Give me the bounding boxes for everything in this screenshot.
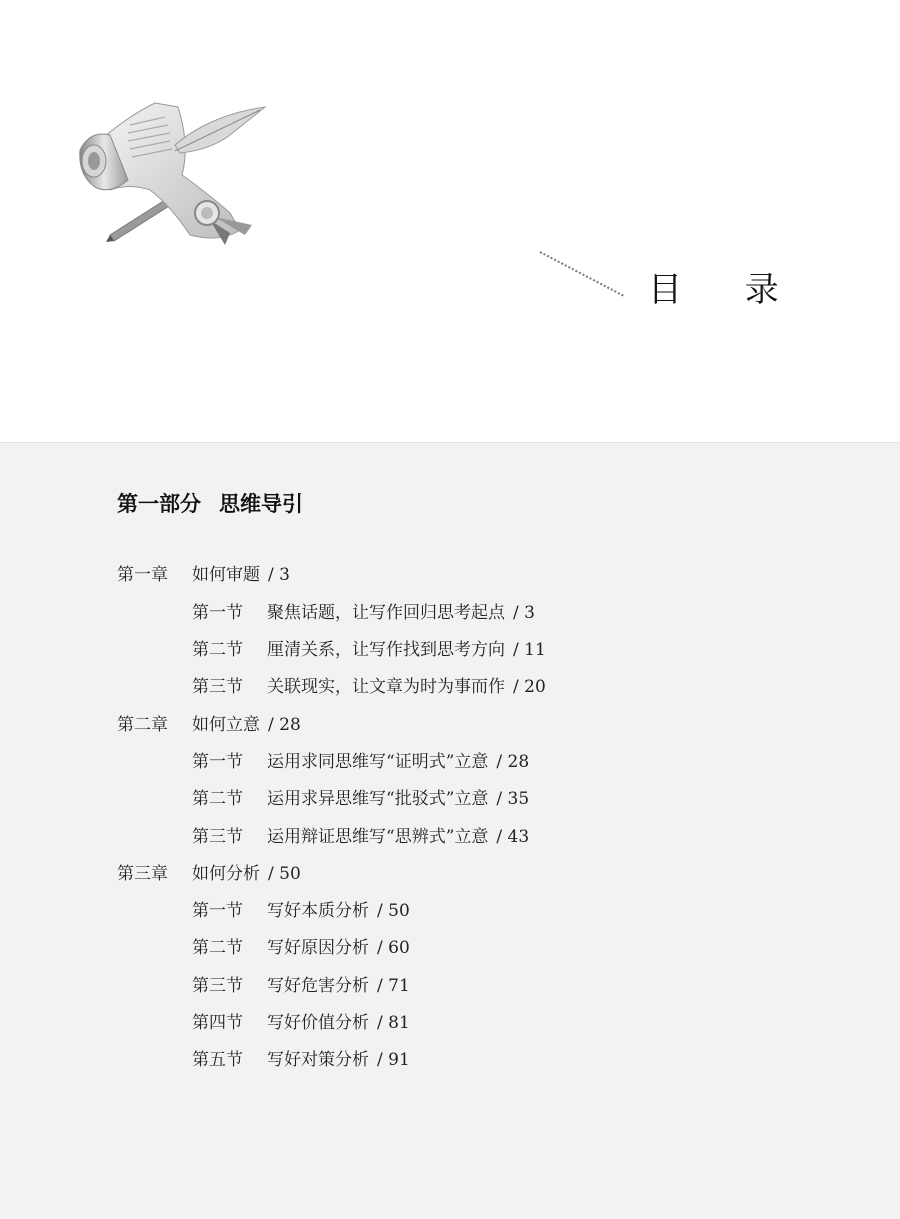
- chapter-title: 如何审题: [192, 565, 260, 585]
- section-label: 第五节: [192, 1050, 243, 1070]
- chapter-label: 第一章: [117, 565, 168, 585]
- section-title: 写好价值分析: [267, 1013, 369, 1033]
- toc-section-row: [192, 751, 529, 773]
- toc-section-row: [192, 900, 410, 922]
- chapter-title: 如何分析: [192, 864, 260, 884]
- section-title: 写好对策分析: [267, 1050, 369, 1070]
- page-number: / 28: [268, 715, 301, 735]
- section-label: 第三节: [192, 976, 243, 996]
- page-number: / 11: [513, 640, 546, 660]
- section-label: 第二节: [192, 640, 243, 660]
- section-title: 写好危害分析: [267, 976, 369, 996]
- toc-chapter-row: [117, 863, 301, 885]
- toc-chapter-row: [117, 714, 301, 736]
- page-number: / 50: [268, 864, 301, 884]
- toc-section-row: [192, 826, 529, 848]
- section-label: 第三节: [192, 827, 243, 847]
- toc-section-row: [192, 937, 410, 959]
- chapter-label: 第二章: [117, 715, 168, 735]
- part-name: 思维导引: [219, 491, 303, 516]
- chapter-title: 如何立意: [192, 715, 260, 735]
- section-label: 第一节: [192, 603, 243, 623]
- page-number: / 43: [496, 827, 530, 847]
- section-label: 第二节: [192, 938, 243, 958]
- dotted-line-icon: [538, 250, 628, 300]
- section-title: 厘清关系，让写作找到思考方向: [267, 640, 505, 660]
- section-title: 关联现实，让文章为时为事而作: [267, 677, 505, 697]
- page-number: / 28: [496, 752, 530, 772]
- section-title: 聚焦话题，让写作回归思考起点: [267, 603, 505, 623]
- section-label: 第一节: [192, 752, 243, 772]
- part-heading: [117, 488, 303, 518]
- scroll-quill-seal-icon: [70, 95, 275, 255]
- section-title: 运用求异思维写“批驳式”立意: [267, 789, 489, 809]
- section-label: 第四节: [192, 1013, 243, 1033]
- toc-chapter-row: [117, 564, 290, 586]
- section-title: 写好本质分析: [267, 901, 369, 921]
- page-number: / 91: [377, 1050, 410, 1070]
- page-number: / 50: [377, 901, 410, 921]
- chapter-label: 第三章: [117, 864, 168, 884]
- section-title: 运用辩证思维写“思辨式”立意: [267, 827, 489, 847]
- toc-section-row: [192, 1012, 410, 1034]
- toc-section-row: [192, 975, 410, 997]
- section-title: 写好原因分析: [267, 938, 369, 958]
- toc-section-row: [192, 1049, 410, 1071]
- page-number: / 3: [513, 603, 535, 623]
- page-number: / 35: [496, 789, 530, 809]
- section-label: 第一节: [192, 901, 243, 921]
- page-number: / 60: [377, 938, 410, 958]
- section-label: 第三节: [192, 677, 243, 697]
- toc-section-row: [192, 639, 546, 661]
- page-title: 目 录: [648, 270, 805, 310]
- page-number: / 20: [513, 677, 546, 697]
- toc-section-row: [192, 676, 546, 698]
- header-area: [0, 0, 900, 442]
- page-number: / 3: [268, 565, 290, 585]
- page-number: / 81: [377, 1013, 410, 1033]
- section-label: 第二节: [192, 789, 243, 809]
- toc-section-row: [192, 788, 529, 810]
- toc-section-row: [192, 602, 535, 624]
- part-label: 第一部分: [117, 491, 201, 516]
- page-number: / 71: [377, 976, 410, 996]
- section-title: 运用求同思维写“证明式”立意: [267, 752, 489, 772]
